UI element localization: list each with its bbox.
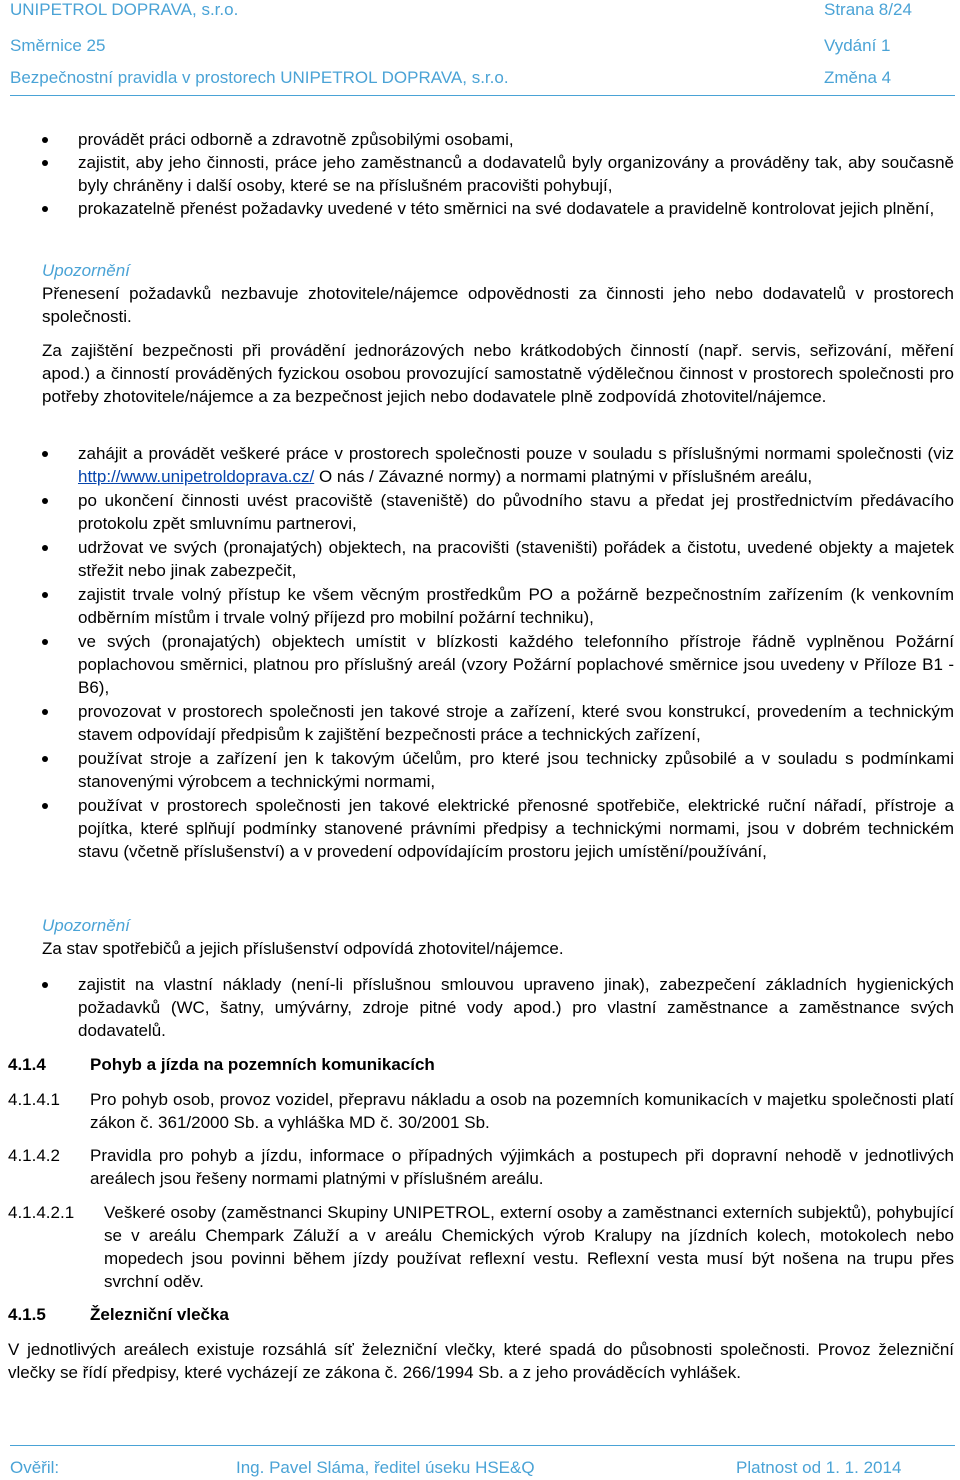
company-name: UNIPETROL DOPRAVA, s.r.o. bbox=[10, 0, 239, 19]
warning-text-2: Za stav spotřebičů a jejich příslušenství odpovídá zhotovitel/nájemce. bbox=[42, 939, 564, 958]
edition-number: Vydání 1 bbox=[824, 36, 891, 55]
footer-verifier-name: Ing. Pavel Sláma, ředitel úseku HSE&Q bbox=[236, 1458, 535, 1477]
section-text-4-1-4-1: Pro pohyb osob, provoz vozidel, přepravu nákladu a osob na pozemních komunikacích v majetku společnosti platí zákon č. 361/2000 Sb. a vyhláška MD č. 30/2001 Sb. bbox=[90, 1090, 954, 1132]
page-number: Strana 8/24 bbox=[824, 0, 912, 19]
bullet-icon bbox=[42, 639, 48, 645]
short-term-paragraph: Za zajištění bezpečnosti při provádění jednorázových nebo krátkodobých činností (např. servis, seřizování, měření apod.) a činností prováděných fyzickou osobou provozující samostatně výdělečnou činnost v prostorech společnosti pro potřeby zhotovitele/nájemce a za bezpečnost jejich nebo dodavatele plně zodpovídá zhotovitel/nájemce. bbox=[42, 341, 954, 406]
bullet-icon bbox=[42, 982, 48, 988]
bullet-icon bbox=[42, 498, 48, 504]
warning-label-2: Upozornění bbox=[42, 916, 130, 935]
section-text-4-1-5: V jednotlivých areálech existuje rozsáhlá síť železniční vlečky, které spadá do působnosti společnosti. Provoz železniční vlečky se řídí předpisy, které vycházejí ze zákona č. 266/1994 Sb. a z jeho prováděcích vyhlášek. bbox=[8, 1340, 954, 1382]
section-number-4-1-4-2: 4.1.4.2 bbox=[8, 1146, 60, 1165]
document-title: Bezpečnostní pravidla v prostorech UNIPETROL DOPRAVA, s.r.o. bbox=[10, 68, 509, 87]
list-item: zajistit na vlastní náklady (není-li příslušnou smlouvou upraveno jinak), zabezpečení základních hygienických požadavků (WC, šatny, umývárny, zdroje pitné vody apod.) pro vlastní zaměstnance a zaměstnance svých dodavatelů. bbox=[42, 973, 954, 1042]
warning-label-1: Upozornění bbox=[42, 261, 130, 280]
directive-number: Směrnice 25 bbox=[10, 36, 106, 55]
bullet-icon bbox=[42, 756, 48, 762]
list-item: používat v prostorech společnosti jen takové elektrické přenosné spotřebiče, elektrické ruční nářadí, přístroje a pojítka, které splňují podmínky stanovené právními předpisy a technickými normami, jsou v dobrém technickém stavu (včetně příslušenství) a v provedení odpovídajícím prostoru jejich umístění/používání, bbox=[42, 794, 954, 863]
footer-divider bbox=[10, 1445, 955, 1446]
section-title-4-1-4: Pohyb a jízda na pozemních komunikacích bbox=[90, 1055, 435, 1074]
section-text-4-1-4-2: Pravidla pro pohyb a jízdu, informace o případných výjimkách a postupech při dopravní nehodě v jednotlivých areálech jsou řešeny normami platnými v příslušném areálu. bbox=[90, 1146, 954, 1188]
bullet-icon bbox=[42, 160, 48, 166]
header-divider bbox=[10, 95, 955, 96]
bullet-icon bbox=[42, 803, 48, 809]
change-number: Změna 4 bbox=[824, 68, 892, 87]
warning-text-1: Přenesení požadavků nezbavuje zhotovitele/nájemce odpovědnosti za činnosti jeho nebo dodavatelů v prostorech společnosti. bbox=[42, 284, 954, 326]
list-item: provádět práci odborně a zdravotně způsobilými osobami, bbox=[42, 128, 954, 151]
list-item: prokazatelně přenést požadavky uvedené v této směrnici na své dodavatele a pravidelně kontrolovat jejich plnění, bbox=[42, 197, 954, 220]
list-block-3 bbox=[42, 973, 954, 1042]
list-item: zahájit a provádět veškeré práce v prostorech společnosti pouze v souladu s příslušnými normami společnosti (viz http://www.unipetroldoprava.cz/ O nás / Závazné normy) a normami platnými v příslušném areálu, bbox=[42, 442, 954, 488]
bullet-icon bbox=[42, 206, 48, 212]
list-item: ve svých (pronajatých) objektech umístit v blízkosti každého telefonního přístroje řádně vyplněnou Požární poplachovou směrnici, platnou pro příslušný areál (vzory Požární poplachové směrnice jsou uvedeny v Příloze B1 - B6), bbox=[42, 630, 954, 699]
bullet-icon bbox=[42, 545, 48, 551]
section-number-4-1-5: 4.1.5 bbox=[8, 1305, 46, 1324]
company-website-link[interactable]: http://www.unipetroldoprava.cz/ bbox=[78, 467, 315, 486]
list-block-1 bbox=[42, 128, 954, 220]
bullet-icon bbox=[42, 451, 48, 457]
footer-verified-label: Ověřil: bbox=[10, 1458, 60, 1477]
list-item: udržovat ve svých (pronajatých) objektech, na pracovišti (staveništi) pořádek a čistotu, uvedené objekty a majetek střežit nebo jinak zabezpečit, bbox=[42, 536, 954, 582]
bullet-icon bbox=[42, 137, 48, 143]
list-item: zajistit trvale volný přístup ke všem věcným prostředkům PO a požárně bezpečnostním zařízením (k venkovním odběrním místům i trvale volný příjezd pro mobilní požární techniku), bbox=[42, 583, 954, 629]
list-item: po ukončení činnosti uvést pracoviště (staveniště) do původního stavu a předat jej prostřednictvím předávacího protokolu zpět smluvnímu partnerovi, bbox=[42, 489, 954, 535]
list-item: používat stroje a zařízení jen k takovým účelům, pro které jsou technicky způsobilé a v souladu s podmínkami stanovenými výrobcem a technickými normami, bbox=[42, 747, 954, 793]
section-number-4-1-4-1: 4.1.4.1 bbox=[8, 1090, 60, 1109]
section-number-4-1-4: 4.1.4 bbox=[8, 1055, 46, 1074]
section-number-4-1-4-2-1: 4.1.4.2.1 bbox=[8, 1203, 75, 1222]
list-item: zajistit, aby jeho činnosti, práce jeho zaměstnanců a dodavatelů byly organizovány a prováděny tak, aby současně byly chráněny i další osoby, které se na příslušném pracovišti pohybují, bbox=[42, 151, 954, 197]
section-text-4-1-4-2-1: Veškeré osoby (zaměstnanci Skupiny UNIPETROL, externí osoby a zaměstnanci externích subjektů), pohybující se v areálu Chempark Záluží a v areálu Chemických výrob Kralupy na jízdních kolech, motokolech nebo mopedech jsou povinni během jízdy používat reflexní vestu. Reflexní vesta musí být nošena na trupu přes svrchní oděv. bbox=[104, 1203, 954, 1291]
bullet-icon bbox=[42, 592, 48, 598]
list-item: provozovat v prostorech společnosti jen takové stroje a zařízení, které svou konstrukcí, provedením a technickým stavem odpovídají předpisům k zajištění bezpečnosti práce a technických zařízení, bbox=[42, 700, 954, 746]
section-title-4-1-5: Železniční vlečka bbox=[90, 1305, 229, 1324]
bullet-icon bbox=[42, 709, 48, 715]
footer-validity: Platnost od 1. 1. 2014 bbox=[736, 1458, 902, 1477]
list-block-2 bbox=[42, 442, 954, 863]
